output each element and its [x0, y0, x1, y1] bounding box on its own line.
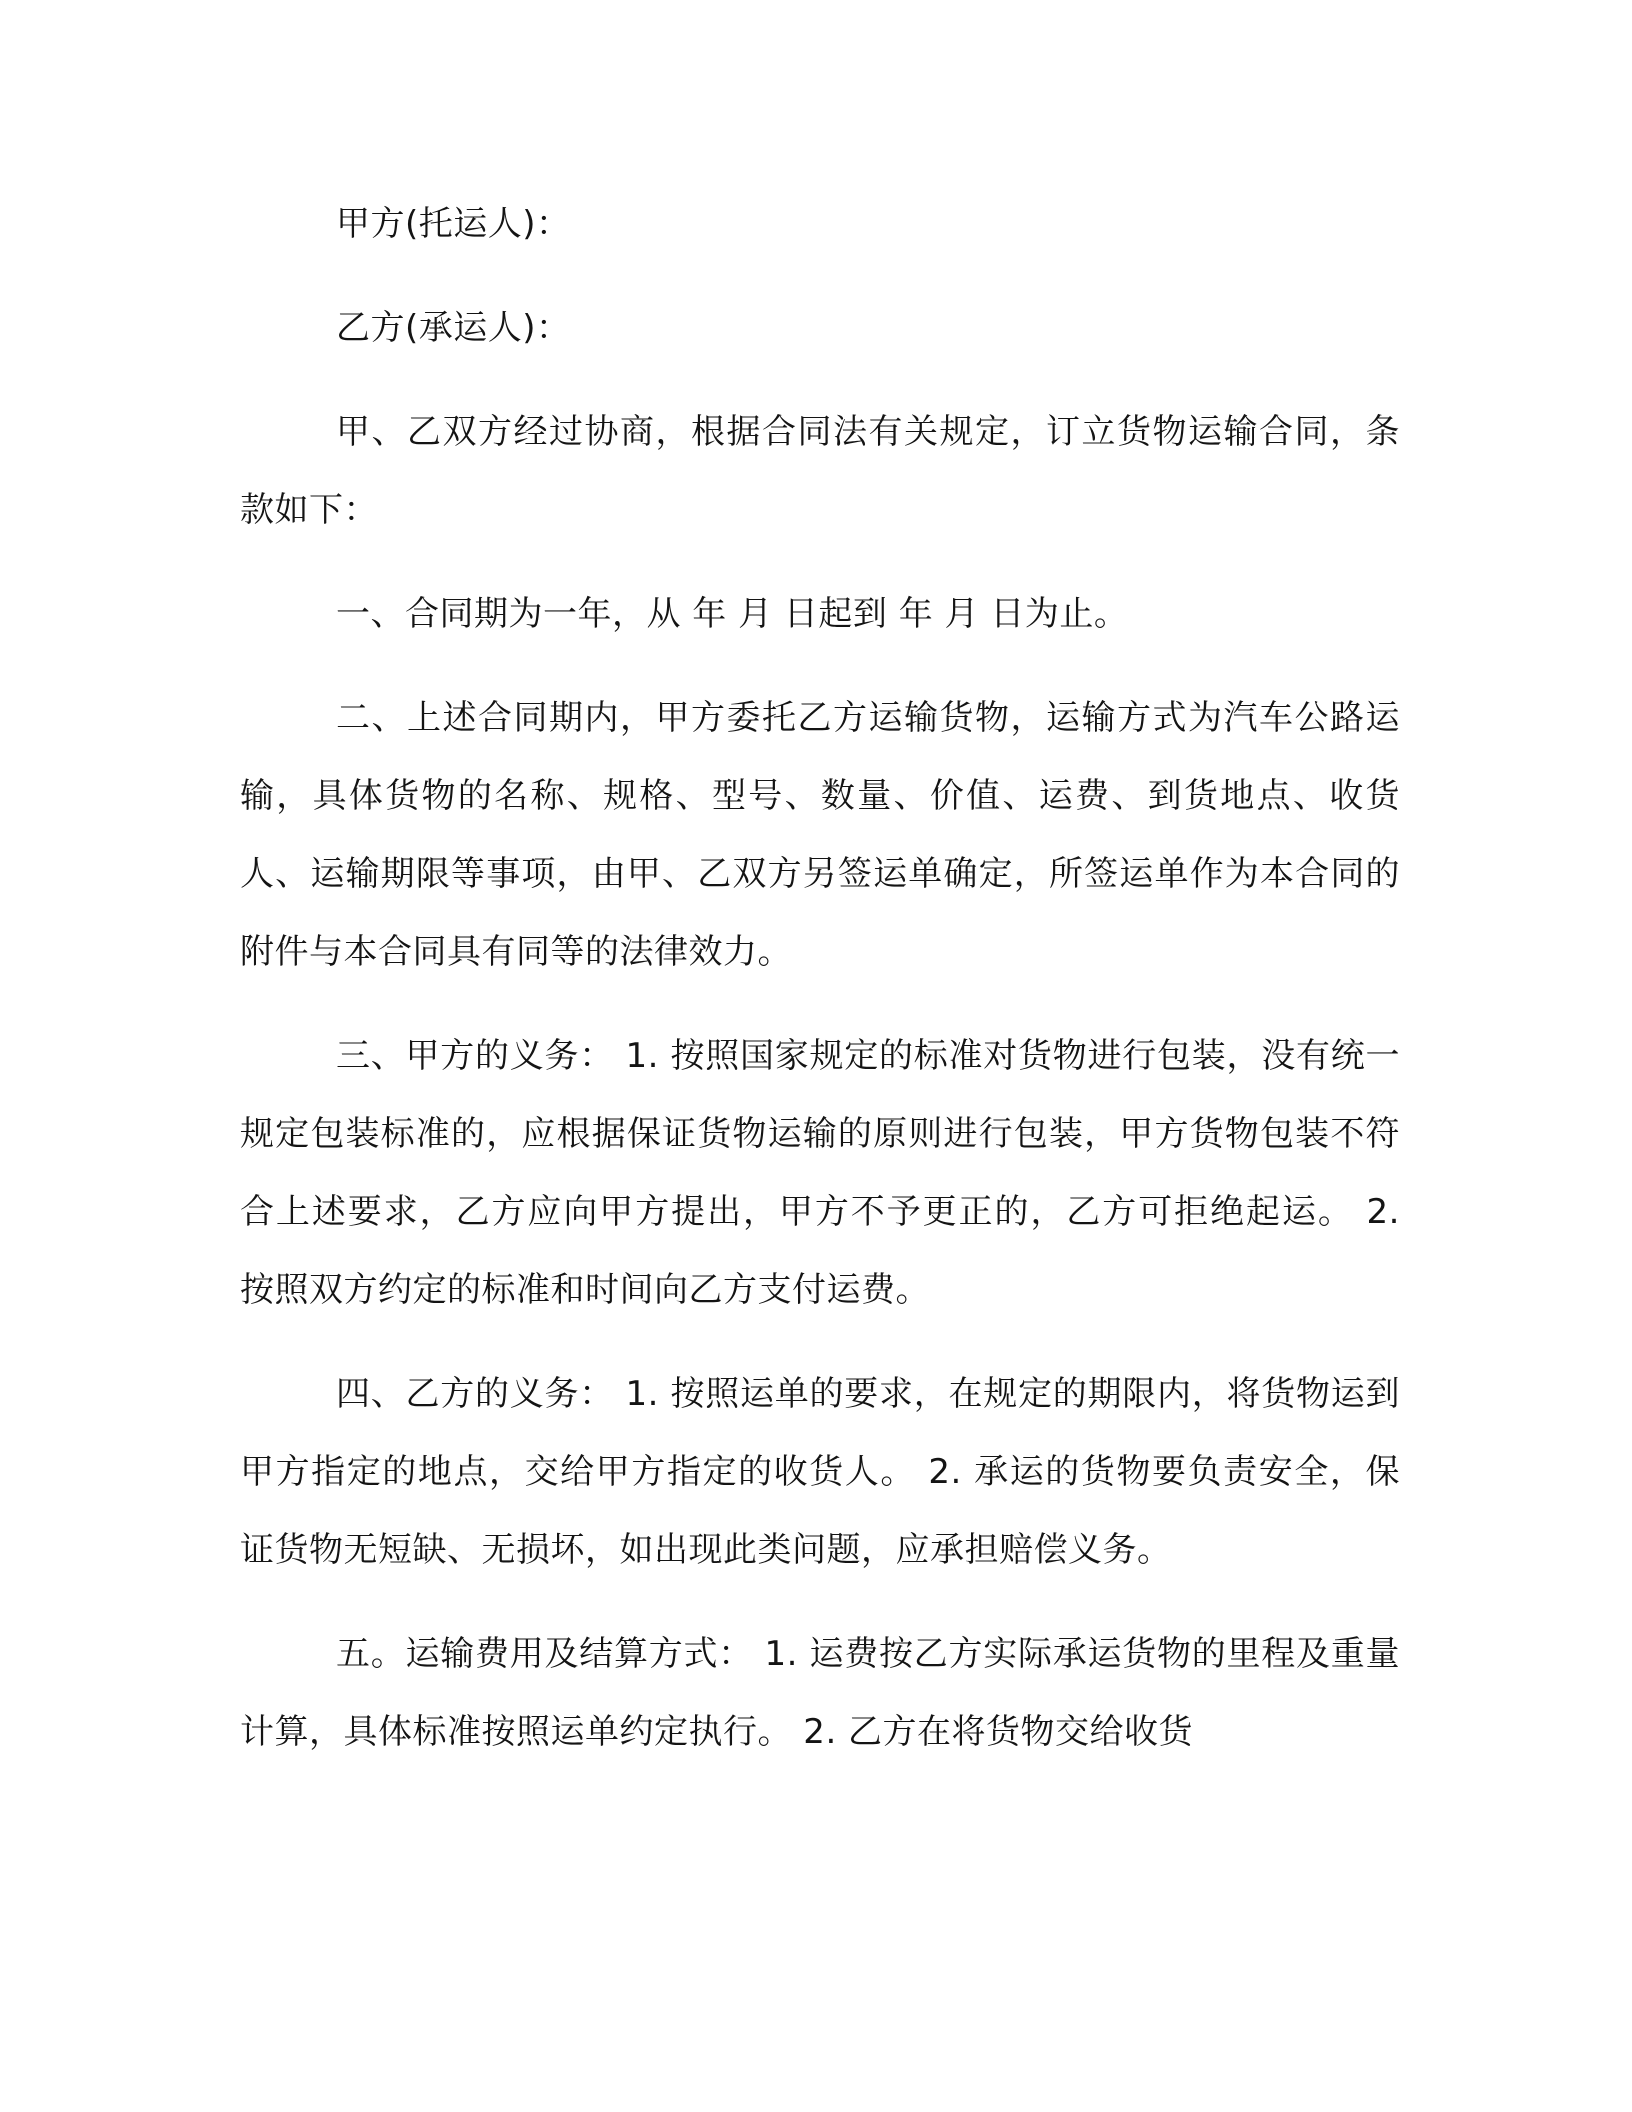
preamble-paragraph: 甲、乙双方经过协商，根据合同法有关规定，订立货物运输合同，条款如下：	[240, 412, 1400, 530]
clause-2-scope: 二、上述合同期内，甲方委托乙方运输货物，运输方式为汽车公路运输，具体货物的名称、规格、型号、数量、价值、运费、到货地点、收货人、运输期限等事项，由甲、乙双方另签运单确定，所签运单作为本合同的附件与本合同具有同等的法律效力。	[240, 698, 1400, 972]
clause-4-party-b-duties: 四、乙方的义务： 1. 按照运单的要求，在规定的期限内，将货物运到甲方指定的地点，交给甲方指定的收货人。 2. 承运的货物要负责安全，保证货物无短缺、无损坏，如出现此类问题，应承担赔偿义务。	[240, 1374, 1400, 1570]
clause-3-party-a-duties: 三、甲方的义务： 1. 按照国家规定的标准对货物进行包装，没有统一规定包装标准的，应根据保证货物运输的原则进行包装，甲方货物包装不符合上述要求，乙方应向甲方提出，甲方不予更正的，乙方可拒绝起运。 2. 按照双方约定的标准和时间向乙方支付运费。	[240, 1036, 1400, 1310]
shipper-line: 甲方(托运人)：	[336, 204, 571, 244]
document-body	[240, 185, 1400, 1797]
clause-1-term: 一、合同期为一年，从 年 月 日起到 年 月 日为止。	[336, 594, 1129, 634]
clause-5-fees-settlement: 五。运输费用及结算方式： 1. 运费按乙方实际承运货物的里程及重量计算，具体标准按照运单约定执行。 2. 乙方在将货物交给收货	[240, 1634, 1400, 1752]
carrier-line: 乙方(承运人)：	[336, 308, 571, 348]
